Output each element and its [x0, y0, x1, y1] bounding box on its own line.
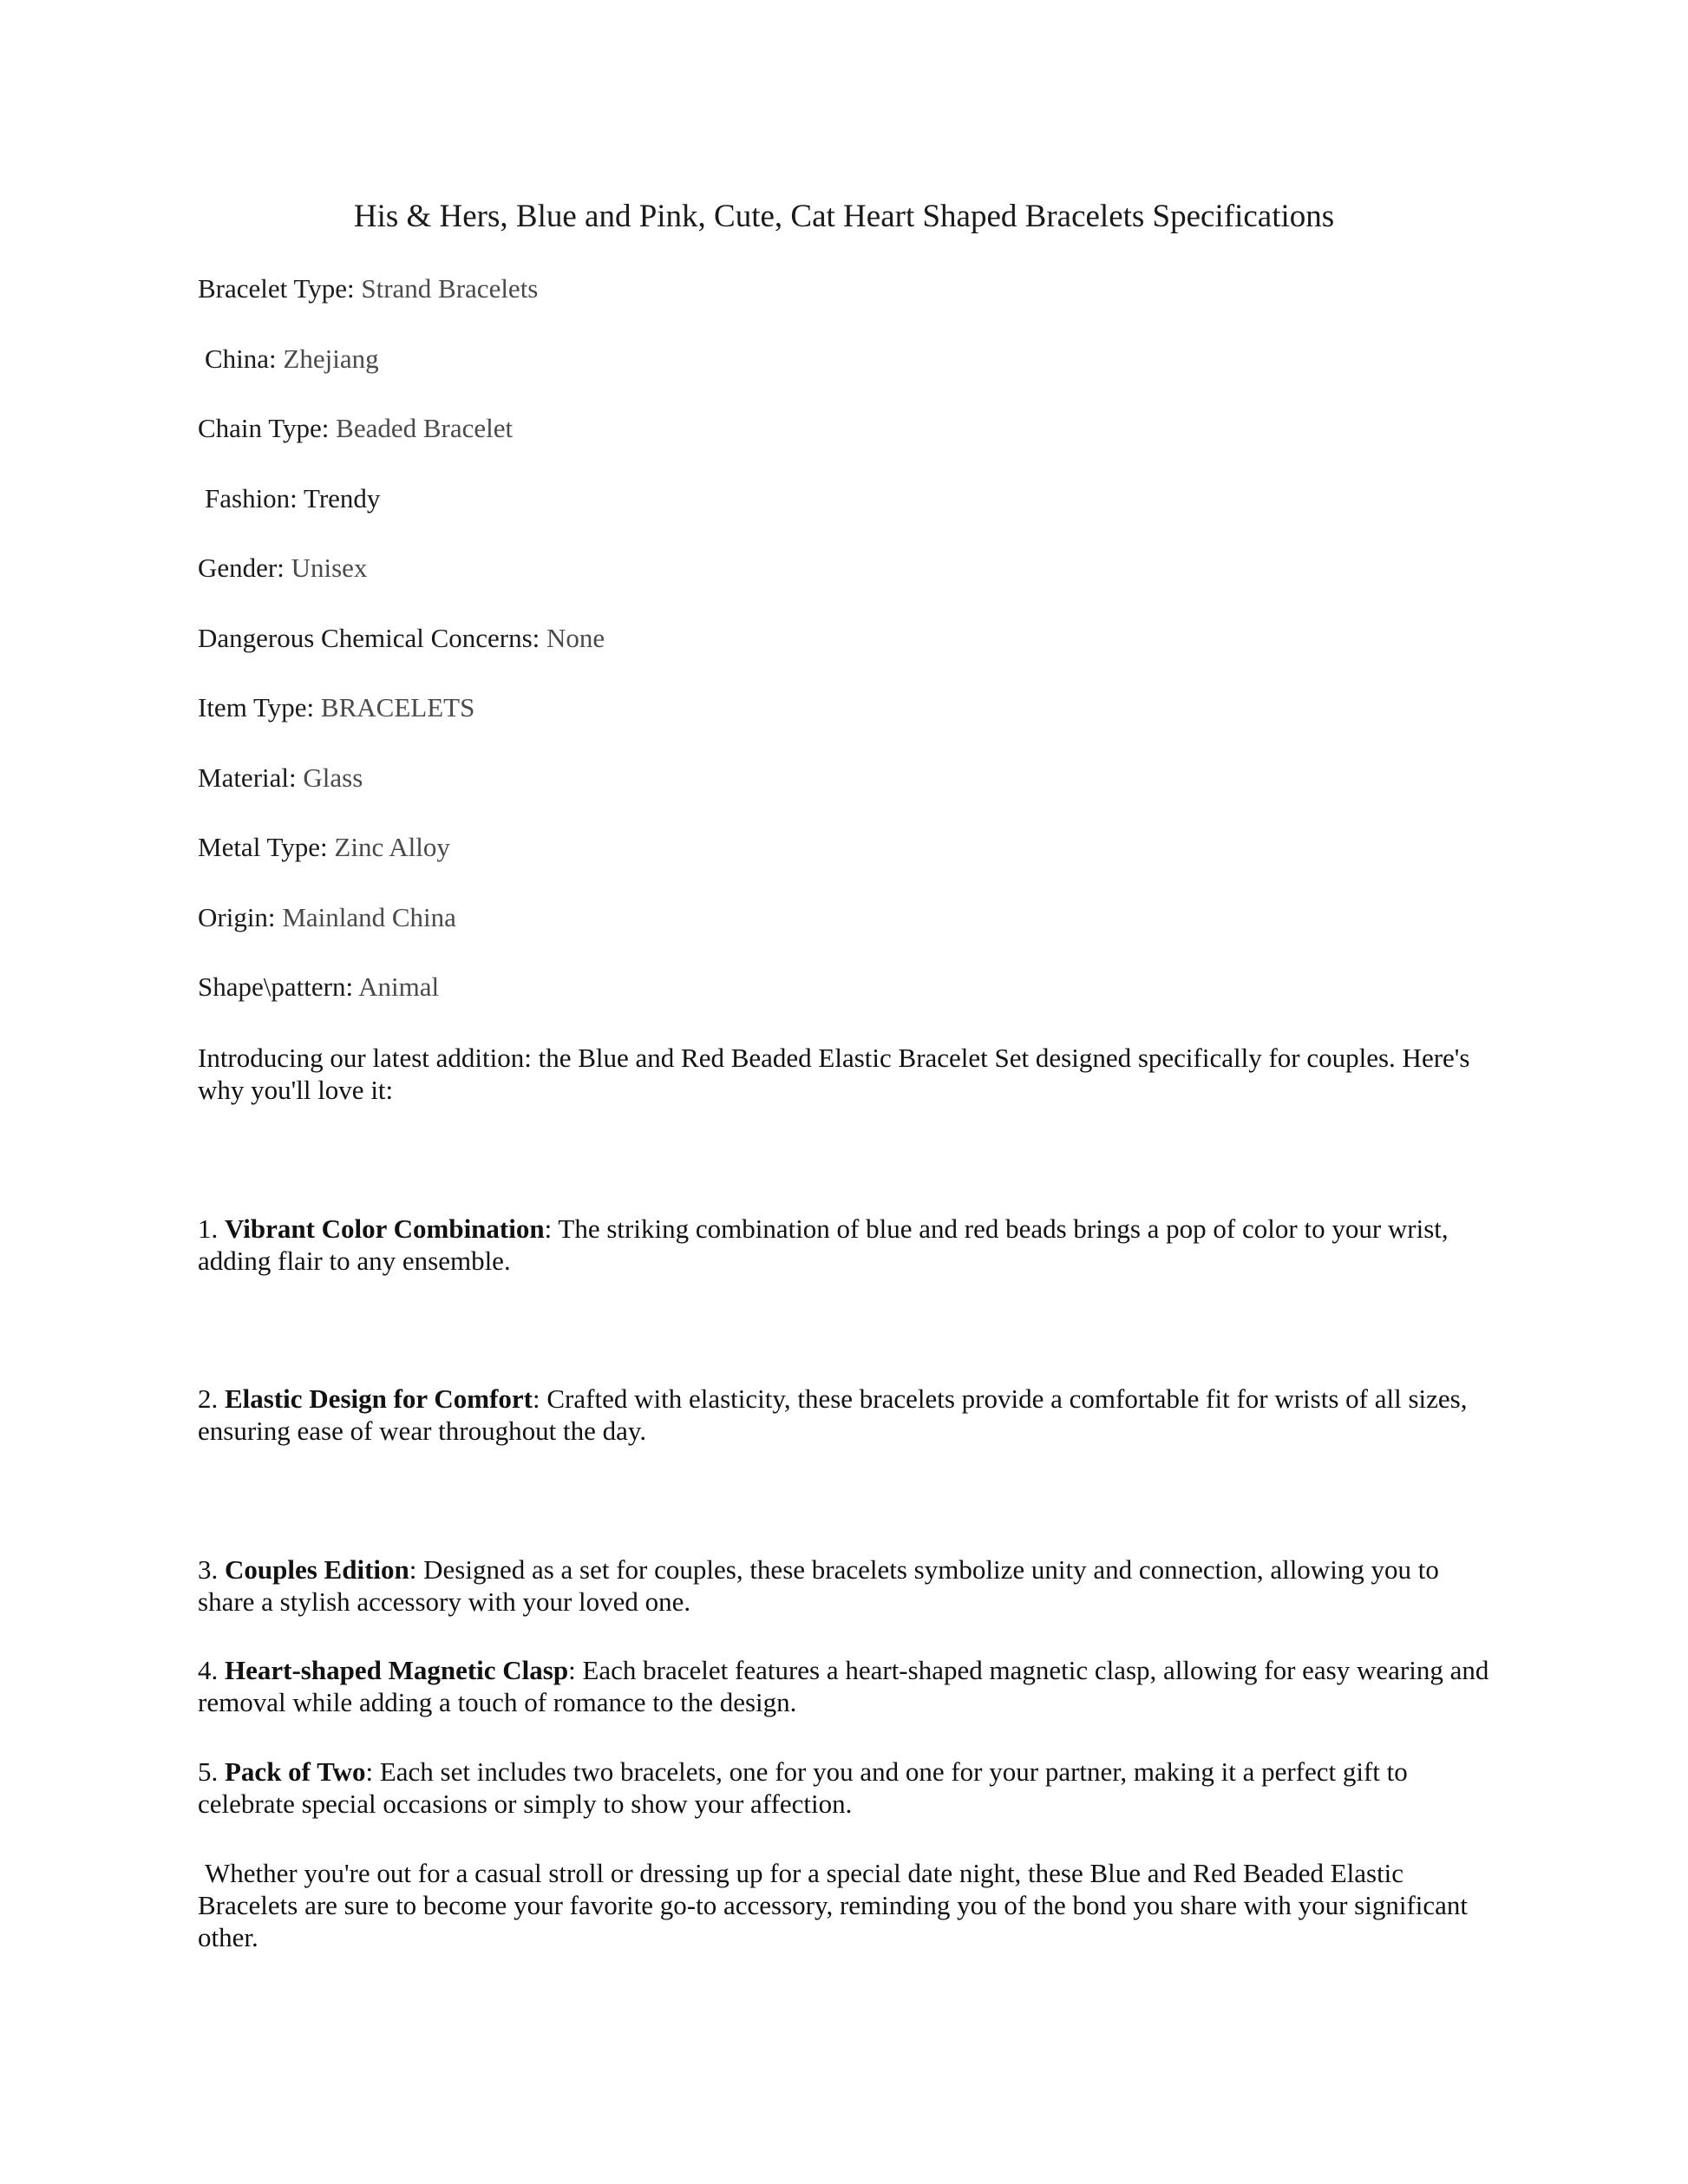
intro-paragraph: Introducing our latest addition: the Blue and Red Beaded Elastic Bracelet Set designed specifically for couples. Here's why you'll love it: [198, 1043, 1470, 1105]
spec-label: Dangerous Chemical Concerns: [198, 622, 540, 653]
feature-text: : Designed as a set for couples, these bracelets symbolize unity and connection, allowing you to share a stylish accessory with your loved one. [198, 1554, 1439, 1617]
spec-label: Origin: [198, 901, 276, 932]
feature-text: : Crafted with elasticity, these bracelets provide a comfortable fit for wrists of all sizes, ensuring ease of wear throughout the day. [198, 1383, 1468, 1446]
spec-value: Mainland China [282, 901, 456, 932]
spec-item-material [198, 759, 1499, 797]
spec-item-shape-pattern [198, 968, 1499, 1006]
spec-value: Animal [358, 971, 440, 1002]
spec-value: Strand Bracelets [361, 273, 539, 304]
spec-item-china [198, 340, 1499, 378]
spec-item-fashion [198, 480, 1499, 518]
feature-item-pack-of-two [198, 1756, 1499, 1820]
spec-label: Gender: [198, 553, 285, 583]
spec-label: Shape\pattern: [198, 971, 354, 1002]
feature-number: 4. [198, 1655, 219, 1685]
feature-number: 1. [198, 1213, 219, 1244]
spec-value: Unisex [291, 553, 368, 583]
spec-value: BRACELETS [320, 692, 475, 723]
feature-item-vibrant-color [198, 1213, 1499, 1277]
feature-title: Pack of Two [225, 1756, 366, 1787]
spec-value: Trendy [304, 482, 381, 513]
spec-label: Chain Type: [198, 413, 330, 443]
feature-title: Vibrant Color Combination [225, 1213, 545, 1244]
spec-item-bracelet-type [198, 270, 1499, 308]
spec-label: Fashion: [205, 482, 298, 513]
spec-item-dangerous-chemical-concerns [198, 619, 1499, 657]
specifications-list [198, 270, 1499, 1038]
feature-number: 5. [198, 1756, 219, 1787]
feature-text: : The striking combination of blue and red beads brings a pop of color to your wrist, adding flair to any ensemble. [198, 1213, 1449, 1276]
spec-item-gender [198, 549, 1499, 587]
spec-value: Glass [303, 762, 363, 793]
feature-text: : Each set includes two bracelets, one for you and one for your partner, making it a perfect gift to celebrate special occasions or simply to show your affection. [198, 1756, 1408, 1819]
spec-item-metal-type [198, 828, 1499, 866]
spec-value: Beaded Bracelet [336, 413, 514, 443]
closing-text: Whether you're out for a casual stroll or dressing up for a special date night, these Blue and Red Beaded Elastic Bracelets are sure to become your favorite go-to accessory, reminding you of the bond you share with your significant other. [198, 1858, 1469, 1952]
spec-value: None [546, 622, 605, 653]
spec-label: Material: [198, 762, 297, 793]
spec-value: Zinc Alloy [334, 832, 450, 862]
spec-item-chain-type [198, 409, 1499, 448]
feature-number: 3. [198, 1554, 219, 1585]
closing-paragraph [198, 1857, 1499, 1953]
spec-label: Metal Type: [198, 832, 328, 862]
feature-text: : Each bracelet features a heart-shaped magnetic clasp, allowing for easy wearing and removal while adding a touch of romance to the design. [198, 1655, 1489, 1717]
feature-title: Elastic Design for Comfort [225, 1383, 533, 1414]
spec-item-item-type [198, 689, 1499, 727]
page-title: His & Hers, Blue and Pink, Cute, Cat Heart Shaped Bracelets Specifications [353, 199, 1335, 234]
feature-item-couples-edition [198, 1553, 1499, 1618]
feature-title: Heart-shaped Magnetic Clasp [225, 1655, 569, 1685]
spec-value: Zhejiang [283, 343, 379, 374]
spec-item-origin [198, 899, 1499, 937]
spec-label: China: [205, 343, 277, 374]
feature-item-magnetic-clasp [198, 1654, 1499, 1718]
feature-item-elastic-design [198, 1383, 1499, 1447]
feature-title: Couples Edition [225, 1554, 409, 1585]
feature-number: 2. [198, 1383, 219, 1414]
spec-label: Item Type: [198, 692, 315, 723]
spec-label: Bracelet Type: [198, 273, 355, 304]
